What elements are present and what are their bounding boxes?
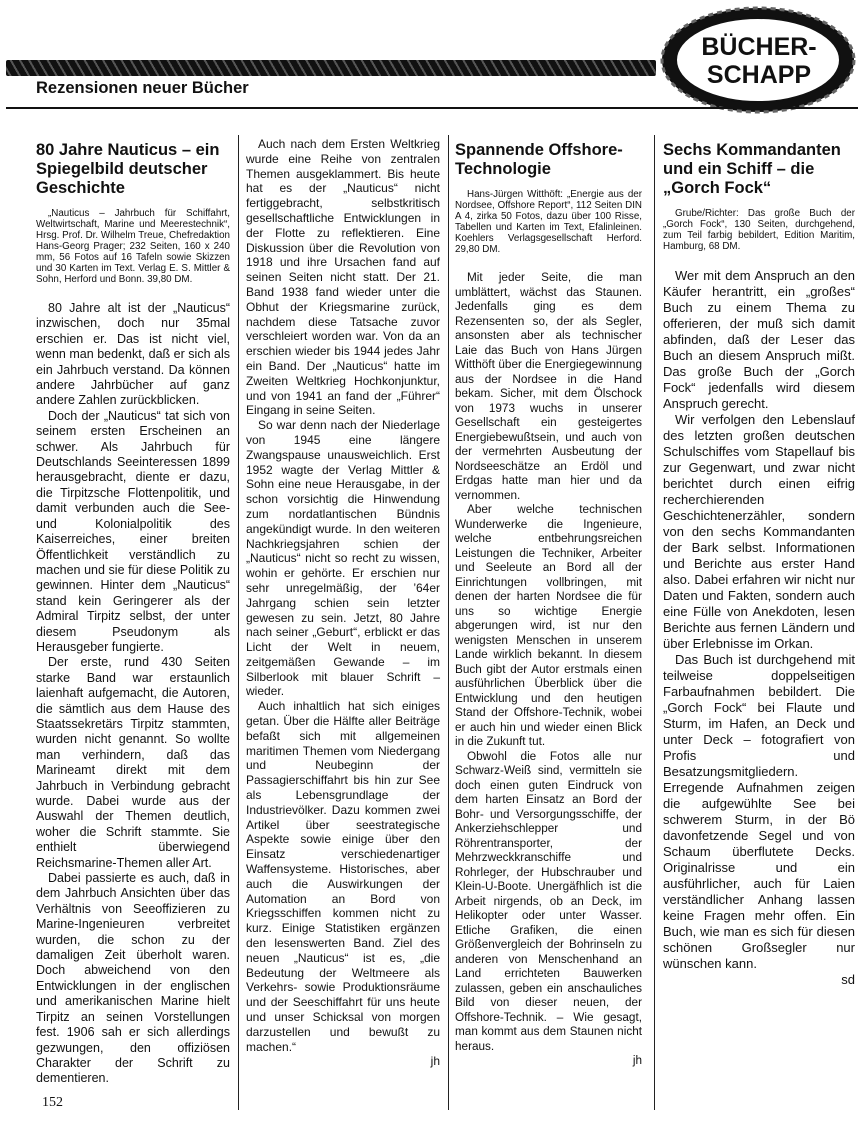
paragraph: Auch nach dem Ersten Weltkrieg wurde eine Reihe von zentralen Themen ausgeklammert. Bis heute hat es der „Nauticus“ nicht fertiggebracht, selbstkritisch gesellschaftliche Entwicklungen in der Flotte zu reflektieren. Eine Diskussion über die Revolution von 1918 und ihre Ursachen fand auf seinen Seiten nicht statt. Der 21. Band 1938 fand wieder unter die Obhut der Kriegsmarine zurück, nachdem diese Tatsache zuvor verschleiert worden war. Von da an erschien wieder bis 1944 jedes Jahr ein Band. Der „Nauticus“ hatte im Zweiten Weltkrieg Hochkonjunktur, und von 1941 an fand der „Führer“ Eingang in seine Seiten.	[246, 137, 440, 418]
article-title: 80 Jahre Nauticus – ein Spiegelbild deutscher Geschichte	[36, 141, 220, 197]
column-divider	[654, 135, 655, 1110]
article-gorch-fock	[663, 137, 855, 988]
section-title: Rezensionen neuer Bücher	[36, 79, 249, 97]
paragraph: So war denn nach der Niederlage von 1945 eine längere Zwangspause unausweichlich. Erst 1952 wagte der Verlag Mittler & Sohn eine neue Herausgabe, in der schon vorsichtig die Hinwendung zum nordatlantischen Bündnis angekündigt wurde. In den weiteren Nachkriegsjahren schien der „Nauticus“ nicht so recht zu wissen, wohin er gehörte. Er erschien nur sehr unregelmäßig, der ’64er Jahrgang schien sein letzter gewesen zu sein. Jetzt, 80 Jahre nach seiner „Geburt“, erblickt er das Licht der Welt in neuem, zeitgemäßen Gewande – im Silberlook mit blauer Schrift – wieder.	[246, 418, 440, 699]
paragraph: Mit jeder Seite, die man umblättert, wächst das Staunen. Jedenfalls ging es dem Rezensenten so, der als Segler, ansonsten aber als technischer Laie das Buch von Hans Jürgen Witthöft über die Energiegewinnung aus der Nordsee in die Hand bekam. Sicher, mit dem Ölschock von 1973 wuchs in unserer Gesellschaft ein gesteigertes Energiebewußtsein, und auch von der vermehrten Ausbeutung der Nordseeschätze an Erdöl und Erdgas hatte man hier und da vernommen.	[455, 271, 642, 502]
author-signature: jh	[430, 1054, 440, 1069]
column-divider	[448, 135, 449, 1110]
paragraph: Wir verfolgen den Lebenslauf des letzten großen deutschen Schulschiffes vom Stapellauf bis zur Gegenwart, und zwar nicht berichtet durch einen eifrig recherchierenden Geschichtenerzähler, sondern von den sechs Kommandanten der Bark selbst. Informationen und Berichte aus erster Hand also. Dabei erfahren wir nicht nur Daten und Fakten, sondern auch eine Fülle von Anekdoten, lesen Berichte aus fernen Ländern und über Erlebnisse im Orkan.	[663, 412, 855, 651]
page-number: 152	[42, 1095, 63, 1110]
paragraph: Das Buch ist durchgehend mit teilweise doppelseitigen Farbaufnahmen bebildert. Die „Gorch Fock“ bei Flaute und Sturm, im Hafen, an Deck und unter Deck – fotografiert von Profis und Besatzungsmitgliedern. Erregende Aufnahmen zeigen die aufgewühlte See bei schwerem Sturm, in der Bö davonfetzende Segel und von Schaum überflutete Decks. Originalrisse und ein ausführlicher, auch für Laien verständlicher Anhang lassen keine Fragen mehr offen. Ein Buch, wie man es sich für diesen schönen Großsegler nur wünschen kann.	[663, 652, 855, 971]
paragraph: Wer mit dem Anspruch an den Käufer herantritt, ein „großes“ Buch zu einem Thema zu offerieren, der muß sich damit abfinden, daß der Leser das Buch an diesem Anspruch mißt. Das große Buch der „Gorch Fock“ jedenfalls wird diesem Anspruch gerecht.	[663, 268, 855, 411]
svg-text:BÜCHER-: BÜCHER-	[701, 33, 817, 61]
article-title: Spannende Offshore-Technologie	[455, 141, 623, 178]
paragraph: Aber welche technischen Wunderwerke die Ingenieure, welche entbehrungsreichen Leistungen die Techniker, Arbeiter und Seeleute an Bord all der Einrichtungen vollbringen, mit denen der harten Nordsee die für uns so wichtige Energie abgerungen wird, ist nur den wenigsten Menschen in unserem Lande wirklich bekannt. In diesem Buch gibt der Autor erstmals einen ausführlichen Überblick über die Entwicklung und den heutigen Stand der Offshore-Technik, wobei er auch hin und wieder einen Blick in die Zukunft tut.	[455, 503, 642, 748]
book-reference: Hans-Jürgen Witthöft: „Energie aus der Nordsee, Offshore Report“, 112 Seiten DIN A 4, zirka 50 Fotos, dazu über 100 Risse, Tabellen und Karten im Text, Efalinleinen. Koehlers Verlagsgesellschaft Herford. 29,80 DM.	[455, 189, 642, 255]
column-divider	[238, 135, 239, 1110]
article-offshore	[455, 137, 642, 1069]
paragraph: Obwohl die Fotos alle nur Schwarz-Weiß sind, vermitteln sie doch einen guten Eindruck von dem harten Einsatz an Bord der Bohr- und Versorgungsschiffe, der Ankerziehschlepper und Röhrentransporter, der Mehrzweckkranschiffe und Rohrleger, der Hubschrauber und Klein-U-Boote. Unergäfhlich ist die Arbeit nirgends, ob an Deck, im Helikopter oder unter Wasser. Etliche Grafiken, die einen Größenvergleich der Bohrinseln zu anderen von Menschenhand an Land errichteten Bauwerken zulassen, geben ein anschauliches Bild von dieser neuen, der Offshore-Technik. – Wie gesagt, man kommt aus dem Staunen nicht heraus.	[455, 749, 642, 1053]
paragraph: 80 Jahre alt ist der „Nauticus“ inzwischen, doch nur 35mal erschien er. Das ist nicht viel, wenn man bedenkt, daß er sich als ein Jahrbuch verstand. Da können andere Jahrbücher auf ganz andere Zahlen zurückblicken.	[36, 301, 230, 408]
paragraph: Dabei passierte es auch, daß in dem Jahrbuch Ansichten über das Verhältnis von Seeoffizieren zu Marine-Ingenieuren verbreitet wurden, die schon zu der damaligen Zeit überholt waren. Doch abweichend von den Entwicklungen in der englischen und amerikanischen Marine hielt Tirpitz an seinen Vorstellungen fest. 1906 sah er sich allerdings gezwungen, den offiziösen Charakter der Schrift zu dementieren.	[36, 871, 230, 1086]
buecherschapp-logo	[658, 4, 860, 116]
article-title: Sechs Kommandanten und ein Schiff – die „Gorch Fock“	[663, 141, 841, 197]
book-reference: Grube/Richter: Das große Buch der „Gorch Fock“, 130 Seiten, durchgehend, zum Teil farbig bebildert, Edition Maritim, Hamburg, 68 DM.	[663, 208, 855, 252]
author-signature: jh	[632, 1054, 642, 1067]
paragraph: Der erste, rund 430 Seiten starke Band war erstaunlich laienhaft aufgemacht, die Autoren, die sämtlich aus dem Hause des Staatssekretärs Tirpitz stammten, wurden nicht genannt. So wollte man verhindern, daß das Marineamt direkt mit dem Jahrbuch in Verbindung gebracht wurde. Dabei wurde aus der Auswahl der Themen deutlich, woher die Schrift stammte. Sie enthielt überwiegend Reichsmarine-Themen aller Art.	[36, 655, 230, 870]
article-nauticus-col1	[36, 137, 230, 1087]
rope-border	[6, 60, 656, 76]
book-reference: „Nauticus – Jahrbuch für Schiffahrt, Weltwirtschaft, Marine und Meerestechnik“, Hrsg. Prof. Dr. Wilhelm Treue, Chefredaktion Hans-Georg Prager; 232 Seiten, 160 x 240 mm, 56 Fotos auf 16 Tafeln sowie Skizzen und 30 Karten im Text. Verlag E. S. Mittler & Sohn, Herford und Bonn. 39,80 DM.	[36, 208, 230, 285]
svg-text:SCHAPP: SCHAPP	[706, 61, 812, 89]
article-nauticus-col2	[246, 137, 440, 1069]
author-signature: sd	[841, 972, 855, 987]
paragraph: Auch inhaltlich hat sich einiges getan. Über die Hälfte aller Beiträge befaßt sich mit allgemeinen maritimen Themen vom Niedergang und Neubeginn der Passagierschiffahrt bis hin zur See als Lebensgrundlage der Industrievölker. Dazu kommen zwei Artikel über seestrategische Aspekte sowie einige über den Einsatz verschiedenartiger Waffensysteme. Historisches, aber auch die Auswirkungen der Automation an Bord von Kriegsschiffen kommen nicht zu kurz. Einige Statistiken ergänzen den lesenswerten Band. Ziel des neuen „Nauticus“ ist es, „die Bedeutung der Weltmeere als Verkehrs- sowie Produktionsräume und der Seeschiffahrt für uns heute und unser Schicksal von morgen darzustellen und bewußt zu machen.“	[246, 699, 440, 1054]
paragraph: Doch der „Nauticus“ tat sich von seinem ersten Erscheinen an schwer. Als Jahrbuch für Deutschlands Seeinteressen 1899 herausgebracht, diente er dazu, die Tirpitzsche Flottenpolitik, und damit verbunden auch die See- und Kolonialpolitik des Kaiserreiches, einer breiten Öffentlichkeit verständlich zu machen und sie für diese Politik zu gewinnen. Hinter dem „Nauticus“ stand kein Geringerer als der Admiral Tirpitz selbst, der unter diesem Pseudonym als Herausgeber fungierte.	[36, 408, 230, 654]
header-rule	[6, 107, 858, 109]
